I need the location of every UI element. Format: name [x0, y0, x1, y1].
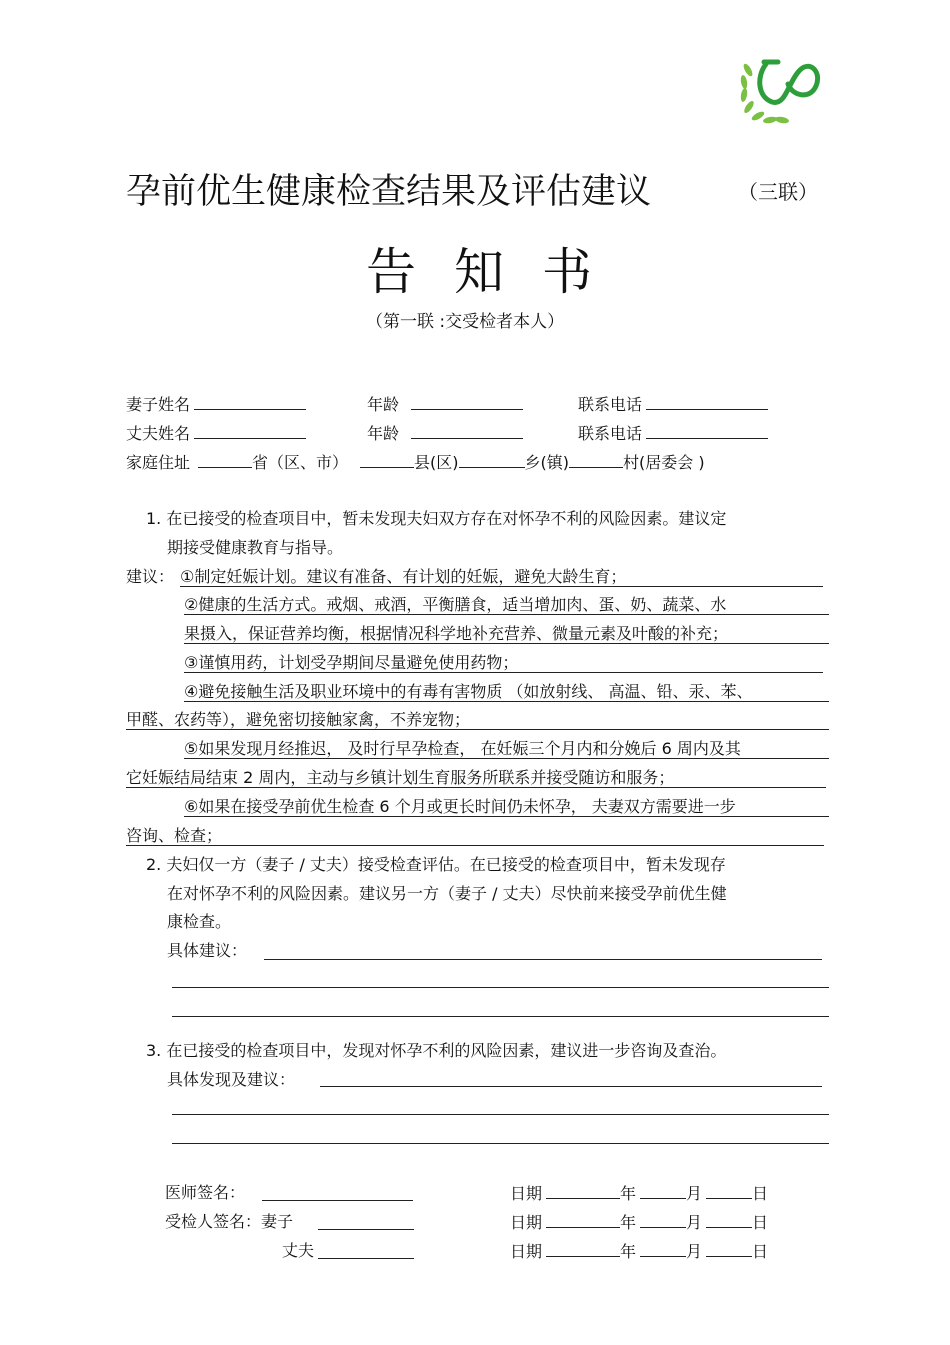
county-field[interactable] [360, 451, 414, 468]
advice-item-4: ④避免接触生活及职业环境中的有毒有害物质 （如放射线、 高温、铅、汞、苯、 [184, 682, 753, 701]
advice-item-2b: 果摄入，保证营养均衡，根据情况科学地补充营养、微量元素及叶酸的补充； [184, 624, 729, 643]
date-year-field[interactable] [546, 1211, 620, 1228]
date-day-field[interactable] [706, 1211, 752, 1228]
advice-underline-10 [126, 845, 824, 846]
date-label: 日期 [510, 1213, 543, 1232]
date-label: 日期 [510, 1184, 543, 1203]
section2-field-1[interactable] [264, 959, 822, 960]
section2-line3: 康检查。 [167, 912, 232, 931]
year-label: 年 [620, 1242, 637, 1261]
advice-label: 建议： [126, 567, 175, 586]
county-label: 县(区) [414, 453, 459, 472]
section2-line2: 在对怀孕不利的风险因素。建议另一方（妻子 / 丈夫）尽快前来接受孕前优生健 [167, 884, 727, 903]
wife-name-label: 妻子姓名 [126, 395, 191, 414]
year-label: 年 [620, 1184, 637, 1203]
logo [738, 52, 824, 126]
village-label: 村(居委会 ) [623, 453, 705, 472]
section3-field-2[interactable] [172, 1114, 829, 1115]
section3-field-1[interactable] [320, 1086, 822, 1087]
section3-line1: 3. 在已接受的检查项目中，发现对怀孕不利的风险因素，建议进一步咨询及查治。 [146, 1041, 727, 1060]
document-title: 孕前优生健康检查结果及评估建议 [126, 172, 652, 212]
wife-phone-field[interactable] [646, 393, 768, 410]
husband-row [126, 422, 306, 445]
section2-field-3[interactable] [172, 1016, 829, 1017]
husband-name-label: 丈夫姓名 [126, 424, 191, 443]
day-label: 日 [752, 1184, 769, 1203]
husband-signature-label: 丈夫 [282, 1241, 315, 1260]
section1-line2: 期接受健康教育与指导。 [167, 538, 344, 557]
advice-item-6b: 咨询、检查； [126, 826, 223, 845]
date-year-field[interactable] [546, 1240, 620, 1257]
husband-age-field[interactable] [411, 422, 523, 439]
date-label: 日期 [510, 1242, 543, 1261]
husband-signature-field[interactable] [318, 1258, 414, 1259]
section1-line1: 1. 在已接受的检查项目中，暂未发现夫妇双方存在对怀孕不利的风险因素。建议定 [146, 509, 727, 528]
date-row-3 [510, 1240, 768, 1263]
copy-subtitle: （第一联 :交受检者本人） [366, 312, 565, 332]
date-month-field[interactable] [640, 1211, 686, 1228]
husband-phone-field[interactable] [646, 422, 768, 439]
husband-name-field[interactable] [194, 422, 306, 439]
doctor-signature-label: 医师签名： [165, 1183, 246, 1202]
wife-phone-label: 联系电话 [578, 395, 643, 414]
day-label: 日 [752, 1213, 769, 1232]
wife-row [126, 393, 306, 416]
date-month-field[interactable] [640, 1240, 686, 1257]
date-day-field[interactable] [706, 1240, 752, 1257]
section3-field-3[interactable] [172, 1143, 829, 1144]
province-label: 省（区、市） [252, 453, 349, 472]
year-label: 年 [620, 1213, 637, 1232]
advice-item-5: ⑤如果发现月经推迟， 及时行早孕检查， 在妊娠三个月内和分娩后 6 周内及其 [184, 739, 741, 758]
logo-leaf-icon [738, 52, 824, 126]
section2-specific-label: 具体建议： [167, 941, 248, 960]
date-year-field[interactable] [546, 1182, 620, 1199]
month-label: 月 [686, 1184, 703, 1203]
husband-phone-row [578, 422, 768, 445]
doctor-signature-field[interactable] [262, 1200, 413, 1201]
town-field[interactable] [459, 451, 525, 468]
month-label: 月 [686, 1213, 703, 1232]
husband-age-label: 年龄 [367, 424, 400, 443]
address-label: 家庭住址 [126, 453, 191, 472]
husband-age-row [367, 422, 523, 445]
wife-name-field[interactable] [194, 393, 306, 410]
notice-title: 告知书 [366, 243, 630, 301]
day-label: 日 [752, 1242, 769, 1261]
section2-line1: 2. 夫妇仅一方（妻子 / 丈夫）接受检查评估。在已接受的检查项目中，暂未发现存 [146, 855, 726, 874]
town-label: 乡(镇) [524, 453, 570, 472]
month-label: 月 [686, 1242, 703, 1261]
section3-specific-label: 具体发现及建议： [167, 1070, 296, 1089]
address-row [126, 451, 705, 474]
advice-item-1: ①制定妊娠计划。建议有准备、有计划的妊娠，避免大龄生育； [180, 567, 627, 586]
date-row-2 [510, 1211, 768, 1234]
wife-phone-row [578, 393, 768, 416]
date-day-field[interactable] [706, 1182, 752, 1199]
examinee-signature-label: 受检人签名：妻子 [165, 1212, 294, 1231]
husband-phone-label: 联系电话 [578, 424, 643, 443]
wife-age-label: 年龄 [367, 395, 400, 414]
advice-item-3: ③谨慎用药，计划受孕期间尽量避免使用药物； [184, 653, 519, 672]
advice-item-4b: 甲醛、农药等），避免密切接触家禽，不养宠物； [126, 710, 471, 729]
copies-note: （三联） [738, 180, 818, 204]
advice-item-5b: 它妊娠结局结束 2 周内，主动与乡镇计划生育服务所联系并接受随访和服务； [126, 768, 675, 787]
date-month-field[interactable] [640, 1182, 686, 1199]
wife-signature-field[interactable] [318, 1229, 414, 1230]
wife-age-row [367, 393, 523, 416]
advice-item-6: ⑥如果在接受孕前优生检查 6 个月或更长时间仍未怀孕， 夫妻双方需要进一步 [184, 797, 736, 816]
province-field[interactable] [198, 451, 252, 468]
section2-field-2[interactable] [172, 987, 829, 988]
date-row-1 [510, 1182, 768, 1205]
village-field[interactable] [569, 451, 623, 468]
wife-age-field[interactable] [411, 393, 523, 410]
advice-item-2: ②健康的生活方式。戒烟、戒酒，平衡膳食，适当增加肉、蛋、奶、蔬菜、水 [184, 595, 727, 614]
